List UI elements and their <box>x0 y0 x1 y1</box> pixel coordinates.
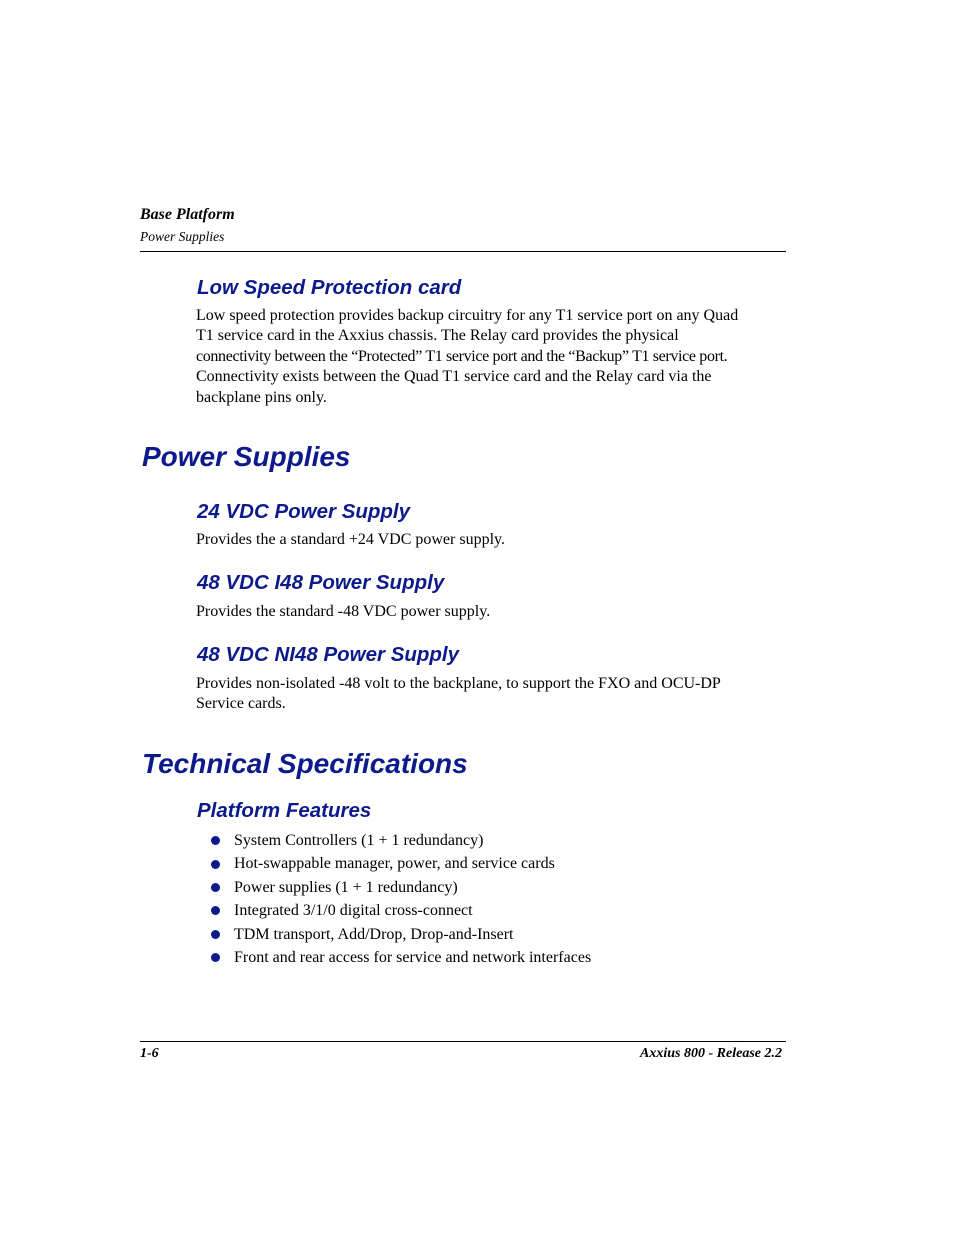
bullet-icon <box>211 836 220 845</box>
heading-power-supplies: Power Supplies <box>142 441 351 472</box>
text-line: T1 service card in the Axxius chassis. The Relay card provides the physical <box>196 327 679 345</box>
running-header-subtitle: Power Supplies <box>140 229 225 244</box>
platform-features-list <box>196 829 591 969</box>
list-item-text: Power supplies (1 + 1 redundancy) <box>234 878 458 896</box>
list-item <box>196 876 591 899</box>
heading-48vdc-i48-power-supply: 48 VDC I48 Power Supply <box>197 571 445 594</box>
heading-24vdc-power-supply: 24 VDC Power Supply <box>197 500 411 523</box>
text-line: Provides non-isolated -48 volt to the backplane, to support the FXO and OCU-DP <box>196 675 721 692</box>
bullet-icon <box>211 906 220 915</box>
text-line: backplane pins only. <box>196 388 327 406</box>
page-number: 1-6 <box>140 1046 159 1061</box>
list-item <box>196 829 591 852</box>
heading-low-speed-protection: Low Speed Protection card <box>197 276 462 299</box>
list-item-text: Integrated 3/1/0 digital cross-connect <box>234 902 473 920</box>
paragraph-24vdc: Provides the a standard +24 VDC power supply. <box>196 531 505 548</box>
list-item <box>196 899 591 922</box>
paragraph-low-speed-protection <box>196 306 788 408</box>
running-header-title: Base Platform <box>140 206 235 223</box>
list-item <box>196 852 591 875</box>
list-item <box>196 946 591 969</box>
heading-platform-features: Platform Features <box>197 799 372 822</box>
text-line: Service cards. <box>196 695 286 713</box>
list-item <box>196 923 591 946</box>
bullet-icon <box>211 930 220 939</box>
heading-48vdc-ni48-power-supply: 48 VDC NI48 Power Supply <box>197 643 460 666</box>
text-line: Low speed protection provides backup circuitry for any T1 service port on any Quad <box>196 307 739 324</box>
bullet-icon <box>211 883 220 892</box>
footer-product: Axxius 800 - Release 2.2 <box>640 1046 782 1061</box>
header-rule <box>140 251 786 252</box>
list-item-text: TDM transport, Add/Drop, Drop-and-Insert <box>234 925 514 943</box>
paragraph-48vdc-i48: Provides the standard -48 VDC power supply. <box>196 603 491 620</box>
text-line: connectivity between the “Protected” T1 service port and the “Backup” T1 service port. <box>196 347 728 365</box>
list-item-text: Front and rear access for service and network interfaces <box>234 948 592 966</box>
list-item-text: Hot-swappable manager, power, and service cards <box>234 855 555 873</box>
footer-rule <box>140 1041 786 1042</box>
bullet-icon <box>211 953 220 962</box>
list-item-text: System Controllers (1 + 1 redundancy) <box>234 832 484 849</box>
heading-technical-specifications: Technical Specifications <box>142 748 468 779</box>
bullet-icon <box>211 860 220 869</box>
text-line: Connectivity exists between the Quad T1 service card and the Relay card via the <box>196 368 712 386</box>
paragraph-48vdc-ni48 <box>196 674 788 715</box>
